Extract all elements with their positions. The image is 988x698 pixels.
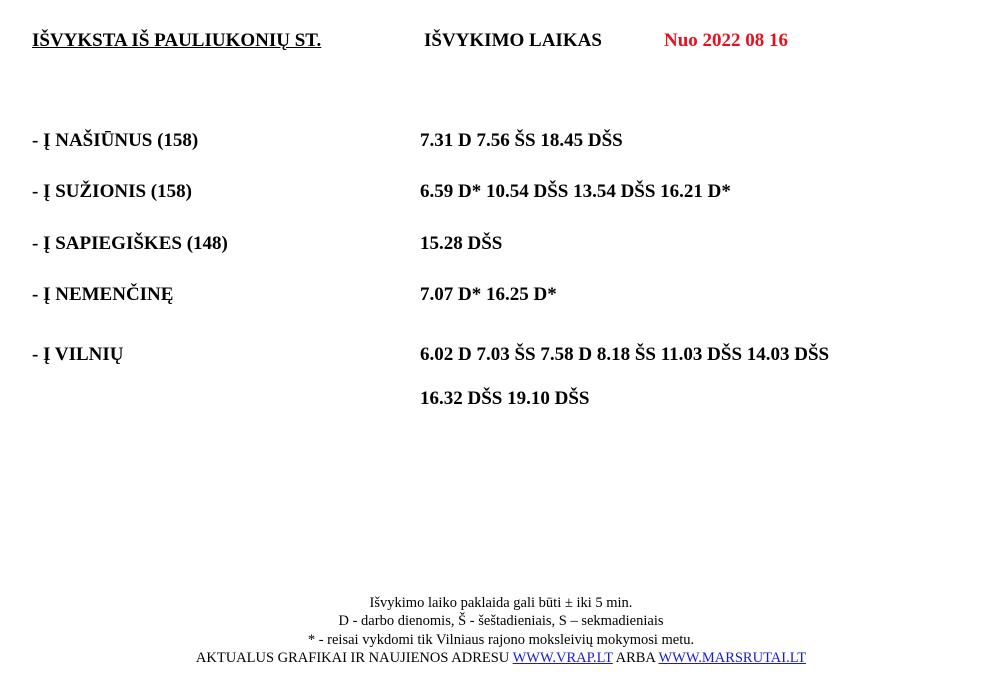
footer-tolerance-note: Išvykimo laiko paklaida gali būti ± iki 5 min. xyxy=(369,595,633,611)
footer-links-prefix: AKTUALUS GRAFIKAI IR NAUJIENOS ADRESU xyxy=(195,649,513,666)
schedule-footer-notes xyxy=(0,594,988,667)
route-times xyxy=(420,130,623,152)
route-times xyxy=(420,233,502,255)
route-times-line: 7.07 D* 16.25 D* xyxy=(420,284,557,305)
schedule-header xyxy=(0,30,988,58)
footer-asterisk-note: * - reisai vykdomi tik Vilniaus rajono moksleivių mokymosi metu. xyxy=(307,631,695,648)
route-destination: - Į NEMENČINĘ xyxy=(32,284,174,305)
route-destination: - Į SAPIEGIŠKES (148) xyxy=(32,233,228,254)
marsrutai-link[interactable]: WWW.MARSRUTAI.LT xyxy=(658,649,807,666)
departure-stop-title: IŠVYKSTA IŠ PAULIUKONIŲ ST. xyxy=(32,30,322,51)
route-times-line: 6.02 D 7.03 ŠS 7.58 D 8.18 ŠS 11.03 DŠS 14.03 DŠS xyxy=(420,344,830,365)
footer-links-middle: ARBA xyxy=(612,649,659,666)
route-destination: - Į NAŠIŪNUS (158) xyxy=(32,130,199,151)
route-times-line: 7.31 D 7.56 ŠS 18.45 DŠS xyxy=(420,130,623,151)
route-destination: - Į VILNIŲ xyxy=(32,344,124,365)
vrap-link[interactable]: WWW.VRAP.LT xyxy=(512,649,613,666)
route-times xyxy=(420,344,829,410)
footer-links-line xyxy=(14,649,988,667)
route-times-line: 16.32 DŠS 19.10 DŠS xyxy=(420,388,590,409)
route-times-line: 15.28 DŠS xyxy=(420,233,503,254)
footer-legend: D - darbo dienomis, Š - šeštadieniais, S – sekmadieniais xyxy=(338,613,664,630)
route-times xyxy=(420,284,557,306)
route-times xyxy=(420,181,731,203)
route-destination: - Į SUŽIONIS (158) xyxy=(32,181,192,202)
departure-time-heading: IŠVYKIMO LAIKAS xyxy=(424,30,602,51)
route-times-line: 6.59 D* 10.54 DŠS 13.54 DŠS 16.21 D* xyxy=(420,181,731,202)
valid-from-date: Nuo 2022 08 16 xyxy=(664,30,789,51)
